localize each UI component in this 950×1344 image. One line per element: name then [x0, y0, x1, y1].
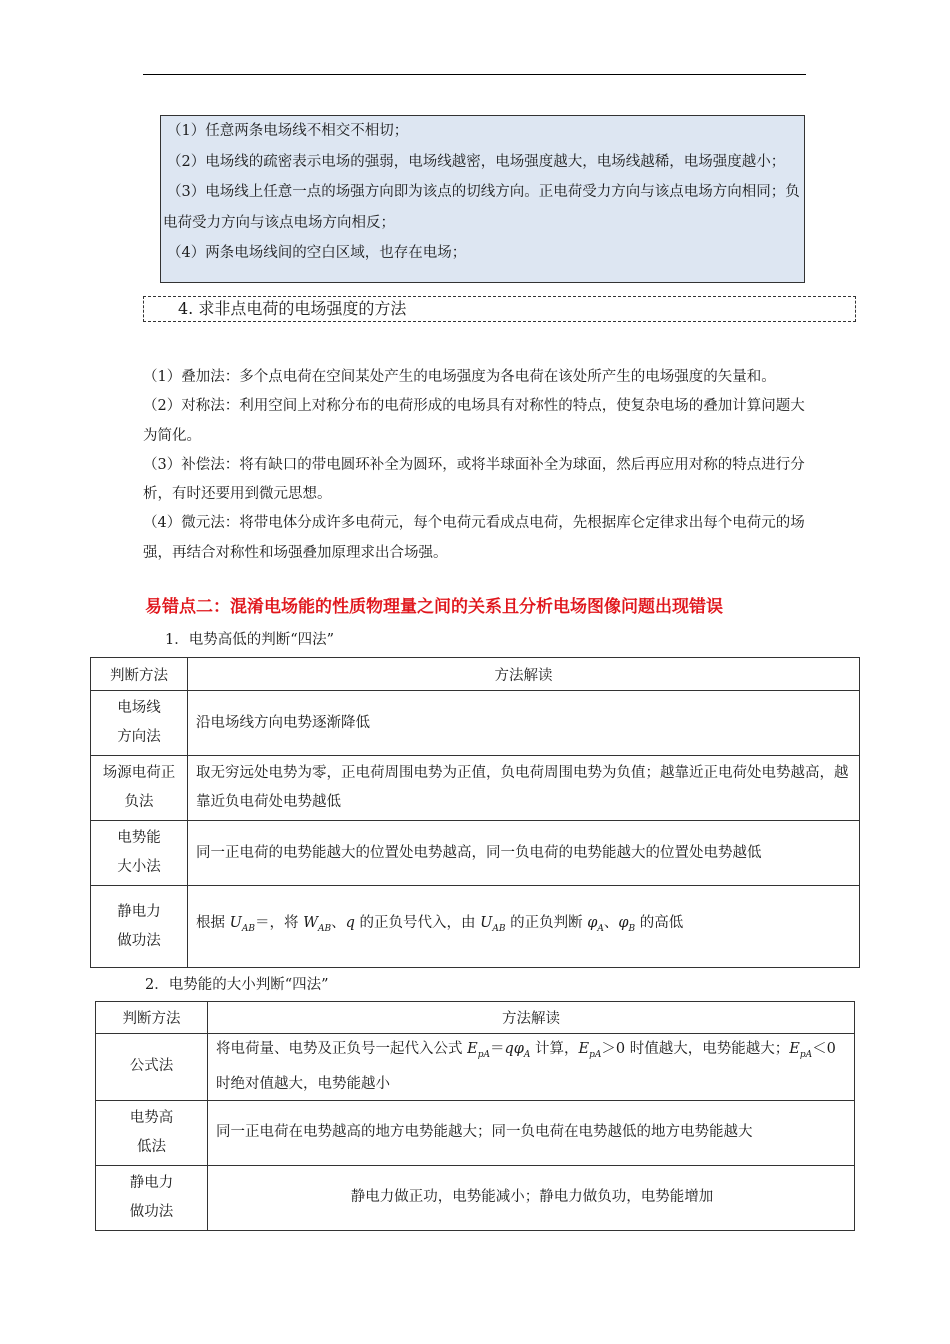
property-4: （4）两条电场线间的空白区域，也存在电场；: [167, 245, 467, 261]
table2-title: 2．电势能的大小判断“四法”: [145, 977, 329, 993]
row-method: 公式法: [96, 1034, 208, 1101]
row-desc: 沿电场线方向电势逐渐降低: [188, 691, 860, 756]
section-heading-4: 4. 求非点电荷的电场强度的方法: [143, 296, 856, 322]
header-method: 判断方法: [96, 1002, 208, 1034]
potential-judgement-table: [90, 657, 860, 968]
row-desc: 静电力做正功，电势能减小；静电力做负功，电势能增加: [208, 1165, 855, 1230]
table-header: [96, 1002, 855, 1034]
field-line-properties-box: [160, 115, 805, 283]
table-row: [96, 1100, 855, 1165]
header-desc: 方法解读: [208, 1002, 855, 1034]
row-method: 静电力做功法: [91, 886, 188, 968]
row-desc: 根据 $U_{AB}=$，将 $W_{AB}$、q 的正负号代入，由 $U_{AB}$ 的正负判断 $\varphi_A$、$\varphi_B$ 的高低: [188, 886, 860, 968]
property-2: （2）电场线的疏密表示电场的强弱，电场线越密，电场强度越大，电场线越稀，电场强度越小；: [167, 153, 786, 170]
header-method: 判断方法: [91, 658, 188, 691]
table-row: [96, 1165, 855, 1230]
property-3: （3）电场线上任意一点的场强方向即为该点的切线方向。正电荷受力方向与该点电场方向相同；负电荷受力方向与该点电场方向相反；: [163, 184, 800, 231]
row-method: 场源电荷正负法: [91, 756, 188, 821]
method-microelement: （4）微元法：将带电体分成许多电荷元，每个电荷元看成点电荷，先根据库仑定律求出每个电荷元的场强，再结合对称性和场强叠加原理求出合场强。: [143, 515, 805, 561]
error-point-title: 易错点二：混淆电场能的性质物理量之间的关系且分析电场图像问题出现错误: [145, 597, 723, 617]
row-desc: 取无穷远处电势为零，正电荷周围电势为正值，负电荷周围电势为负值；越靠近正电荷处电势越高，越靠近负电荷处电势越低: [188, 756, 860, 821]
row-method: 静电力做功法: [96, 1165, 208, 1230]
method-superposition: （1）叠加法：多个点电荷在空间某处产生的电场强度为各电荷在该处所产生的电场强度的矢量和。: [143, 369, 776, 385]
table-row: [96, 1034, 855, 1101]
table1-title: 1．电势高低的判断“四法”: [165, 632, 335, 648]
row-desc: 将电荷量、电势及正负号一起代入公式 $E_{pA}=q\varphi_A$ 计算，$E_{pA}>0$ 时值越大，电势能越大；$E_{pA}<0$ 时绝对值越大，电势能越小: [208, 1034, 855, 1101]
header-rule: [143, 74, 806, 75]
table-row: [91, 821, 860, 886]
row-method: 电势能大小法: [91, 821, 188, 886]
methods-paragraphs: [143, 363, 813, 568]
row-method: 电场线方向法: [91, 691, 188, 756]
header-desc: 方法解读: [188, 658, 860, 691]
property-1: （1）任意两条电场线不相交不相切；: [167, 123, 409, 139]
table-row: [91, 691, 860, 756]
method-compensation: （3）补偿法：将有缺口的带电圆环补全为圆环，或将半球面补全为球面，然后再应用对称的特点进行分析，有时还要用到微元思想。: [143, 456, 805, 503]
table-row: [91, 756, 860, 821]
table-header: [91, 658, 860, 691]
row-method: 电势高低法: [96, 1100, 208, 1165]
row-desc: 同一正电荷在电势越高的地方电势能越大；同一负电荷在电势越低的地方电势能越大: [208, 1100, 855, 1165]
energy-judgement-table: [95, 1001, 855, 1231]
method-symmetry: （2）对称法：利用空间上对称分布的电荷形成的电场具有对称性的特点，使复杂电场的叠加计算问题大为简化。: [143, 398, 805, 444]
row-desc: 同一正电荷的电势能越大的位置处电势越高，同一负电荷的电势能越大的位置处电势越低: [188, 821, 860, 886]
table-row: [91, 886, 860, 968]
